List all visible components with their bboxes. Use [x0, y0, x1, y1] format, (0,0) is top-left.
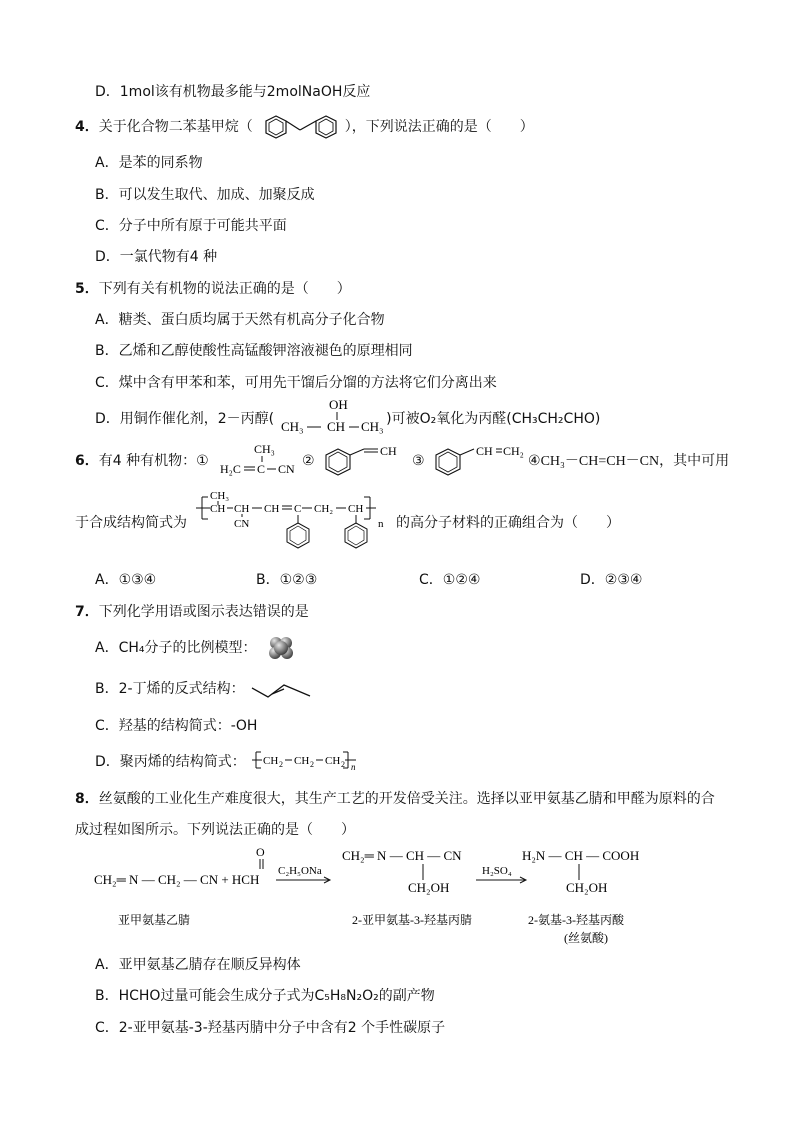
- scheme-name-3b: (丝氨酸): [564, 931, 608, 945]
- polypropylene-structure: [252, 748, 372, 772]
- circle-2: ②: [302, 453, 315, 469]
- q5-d-a: D．用铜作催化剂，2－丙醇(: [95, 411, 275, 427]
- pp-sub-b: 2: [310, 760, 314, 769]
- q8-option-a: A．亚甲氨基乙腈存在顺反异构体: [95, 957, 301, 973]
- q6-option-c: C．①②④: [419, 572, 481, 588]
- q5-stem-text: 下列有关有机物的说法正确的是（ ）: [98, 281, 351, 297]
- q5-option-c: C．煤中含有甲苯和苯，可用先干馏后分馏的方法将它们分离出来: [95, 375, 497, 391]
- poly-c: C: [294, 503, 302, 515]
- serine-synthesis-scheme: [90, 842, 710, 952]
- scheme-reagent-2: H₂SO₄: [482, 865, 512, 877]
- q5-d-b: )可被O₂氧化为丙醛(CH₃CH₂CHO): [386, 411, 601, 427]
- q4-option-d: D．一氯代物有4 种: [95, 249, 218, 265]
- scheme-name-2: 2-亚甲氨基-3-羟基丙腈: [352, 913, 472, 927]
- poly-ch3: CH₃: [210, 490, 230, 502]
- m1-ch3: CH₃: [254, 442, 275, 456]
- scheme-product-2: H₂N — CH — COOH: [522, 848, 640, 863]
- q6-option-b: B．①②③: [256, 572, 318, 588]
- trans-2-butene-skeletal: [250, 680, 314, 700]
- pp-sub-c: 2: [341, 760, 345, 769]
- poly-ch-d: CH: [348, 503, 364, 515]
- q8-stem-a: [75, 789, 715, 809]
- pp-ch-a: CH: [263, 755, 279, 767]
- pp-sub-a: 2: [279, 760, 283, 769]
- q6-stem-c: 的高分子材料的正确组合为（ ）: [396, 515, 620, 531]
- scheme-reagent-1: C₂H₅ONa: [278, 865, 322, 877]
- m1-c: C: [257, 462, 266, 476]
- iso-ch: CH: [327, 419, 346, 434]
- q7-stem-text: 下列化学用语或图示表达错误的是: [98, 604, 309, 620]
- q6-option-d: D．②③④: [580, 572, 643, 588]
- q4-option-a: A．是苯的同系物: [95, 155, 203, 171]
- m3-ch: CH: [476, 444, 493, 458]
- q7-option-b: B．2-丁烯的反式结构：: [95, 681, 245, 697]
- phenylacetylene-structure: [320, 441, 412, 477]
- q7-stem: [75, 602, 309, 622]
- iso-ch3-right: CH₃: [361, 419, 384, 434]
- q8-number: 8．: [75, 791, 99, 807]
- circle-4: ④: [528, 453, 541, 469]
- poly-ch-b: CH: [234, 503, 250, 515]
- q6-stem-b: 于合成结构简式为: [75, 515, 187, 531]
- q4-stem-a: 关于化合物二苯基甲烷（: [98, 119, 253, 135]
- q4-stem-b: ），下列说法正确的是（ ）: [344, 119, 534, 135]
- diphenylmethane-structure: [262, 112, 356, 142]
- scheme-name-1: 亚甲氨基乙腈: [118, 913, 191, 927]
- scheme-reactant: CH₂═ N — CH₂ — CN + HCH: [94, 872, 260, 887]
- pp-ch-c: CH: [325, 755, 341, 767]
- q6-stem-a: 有4 种有机物：①: [98, 453, 209, 469]
- copolymer-structure: [196, 487, 396, 561]
- q8-stem-b: 成过程如图所示。下列说法正确的是（ ）: [75, 822, 355, 838]
- poly-cn: CN: [234, 518, 250, 530]
- q5-number: 5．: [75, 281, 99, 297]
- iso-oh: OH: [329, 397, 348, 412]
- q5-option-a: A．糖类、蛋白质均属于天然有机高分子化合物: [95, 312, 385, 328]
- m1-cn: CN: [278, 462, 295, 476]
- q7-number: 7．: [75, 604, 99, 620]
- scheme-product-2-sub: CH₂OH: [566, 880, 608, 895]
- isopropanol-structure: [279, 395, 389, 435]
- q7-option-a: A．CH₄分子的比例模型：: [95, 640, 257, 656]
- q5-stem: [75, 279, 351, 299]
- scheme-product-1-sub: CH₂OH: [408, 880, 450, 895]
- scheme-carbonyl-o: O: [256, 845, 265, 859]
- methacrylonitrile-structure: [218, 441, 304, 477]
- q6-stem-line1: [75, 451, 209, 471]
- methane-space-filling-model: [266, 634, 296, 662]
- poly-n: n: [378, 518, 384, 530]
- q6-number: 6．: [75, 453, 99, 469]
- pp-ch-b: CH: [294, 755, 310, 767]
- q7-option-d: D．聚丙烯的结构简式：: [95, 754, 246, 770]
- poly-ch-a: CH: [210, 503, 226, 515]
- q4-option-c: C．分子中所有原于可能共平面: [95, 218, 287, 234]
- circle-3: ③: [412, 453, 425, 469]
- q7-option-c: C．羟基的结构简式：-OH: [95, 718, 258, 734]
- q4-number: 4．: [75, 119, 99, 135]
- q8-option-c: C．2-亚甲氨基-3-羟基丙腈中分子中含有2 个手性碳原子: [95, 1020, 446, 1036]
- scheme-product-1: CH₂═ N — CH — CN: [342, 848, 462, 863]
- q8-stem-a-text: 丝氨酸的工业化生产难度很大，其生产工艺的开发倍受关注。选择以亚甲氨基乙腈和甲醛为原料的合: [98, 791, 715, 807]
- poly-ch-c: CH: [264, 503, 280, 515]
- q4-option-b: B．可以发生取代、加成、加聚反成: [95, 187, 315, 203]
- m2-ch: CH: [380, 444, 397, 458]
- q6-m4: CH₃－CH=CH－CN，其中可用: [540, 454, 730, 469]
- m3-ch2: CH₂: [503, 444, 524, 458]
- m1-h2c: H₂C: [220, 462, 241, 476]
- scheme-name-3: 2-氨基-3-羟基丙酸: [528, 913, 624, 927]
- poly-ch2: CH₂: [314, 503, 334, 515]
- q5-option-b: B．乙烯和乙醇使酸性高锰酸钾溶液褪色的原理相同: [95, 343, 413, 359]
- q6-option-a: A．①③④: [95, 572, 157, 588]
- q3-option-d: D．1mol该有机物最多能与2molNaOH反应: [95, 84, 371, 100]
- q8-option-b: B．HCHO过量可能会生成分子式为C₅H₈N₂O₂的副产物: [95, 988, 435, 1004]
- styrene-structure: [430, 441, 530, 477]
- iso-ch3-left: CH₃: [281, 419, 304, 434]
- q6-m4-line: [528, 451, 729, 472]
- pp-n: n: [351, 762, 356, 772]
